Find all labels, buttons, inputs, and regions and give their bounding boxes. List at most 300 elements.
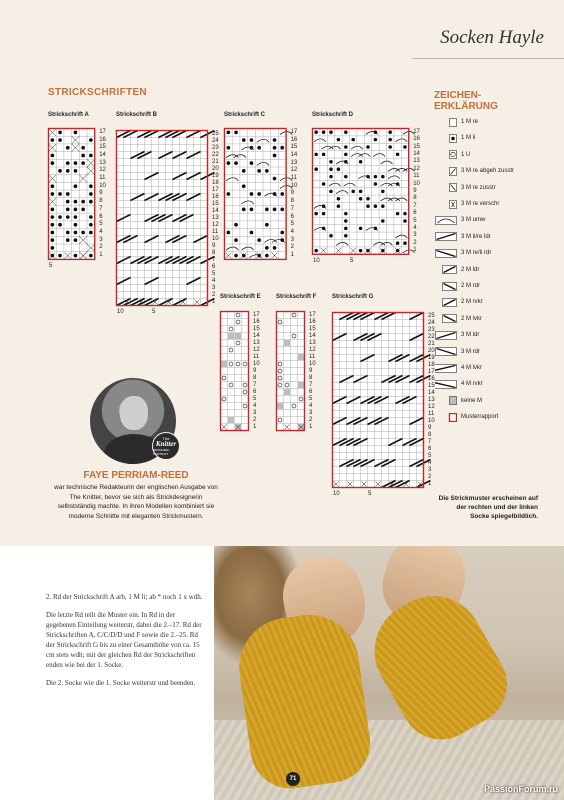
purl-dot-icon — [51, 161, 55, 165]
purl-dot-icon — [396, 182, 400, 186]
row-number: 6 — [290, 213, 294, 220]
section-title: STRICKSCHRIFTEN — [48, 87, 147, 98]
legend-item-label: 3 M re abgeh zusstr — [461, 168, 515, 175]
row-number: 2 — [253, 416, 257, 423]
purl-dot-icon — [344, 130, 348, 134]
row-number: 7 — [413, 202, 417, 209]
row-number: 16 — [413, 136, 420, 143]
purl-dot-icon — [81, 200, 85, 204]
arrow-decrease-icon — [435, 167, 457, 176]
purl-dot-icon — [234, 131, 238, 135]
twisted-icon — [435, 200, 457, 209]
right-cable-4-icon — [435, 380, 457, 389]
title-rule — [412, 58, 564, 59]
row-number: 12 — [309, 346, 316, 353]
row-number: 5 — [99, 221, 103, 228]
chart-d-label: Strickschrift D — [312, 112, 354, 118]
socks-photo — [214, 546, 564, 800]
legend-item — [435, 395, 482, 407]
wrap-icon — [435, 216, 457, 225]
row-number: 6 — [99, 213, 103, 220]
col-number: 5 — [152, 309, 156, 315]
purl-dot-icon — [351, 190, 355, 194]
purl-dot-icon — [51, 246, 55, 250]
purl-dot-icon — [81, 146, 85, 150]
purl-dot-icon — [344, 175, 348, 179]
row-number: 6 — [428, 445, 432, 452]
row-number: 20 — [212, 165, 219, 172]
row-number: 25 — [428, 312, 435, 319]
row-number: 12 — [428, 403, 435, 410]
purl-dot-icon — [359, 190, 363, 194]
row-number: 13 — [413, 158, 420, 165]
purl-dot-icon — [359, 249, 363, 253]
legend-item — [435, 214, 485, 226]
row-number: 7 — [290, 205, 294, 212]
legend-title-line2: ERKLÄRUNG — [434, 101, 498, 112]
row-number: 24 — [212, 137, 219, 144]
purl-dot-icon — [314, 130, 318, 134]
row-number: 5 — [212, 270, 216, 277]
purl-dot-icon — [381, 175, 385, 179]
purl-dot-icon — [250, 146, 254, 150]
row-number: 6 — [309, 388, 313, 395]
purl-dot-icon — [280, 238, 284, 242]
row-number: 10 — [290, 182, 298, 189]
row-number: 8 — [309, 374, 313, 381]
purl-dot-icon — [314, 212, 318, 216]
row-number: 24 — [428, 319, 435, 326]
designer-bio: war technische Redakteurin der englischen Ausgabe von The Knitter, bevor sie sich als Strickdesignerin selbstständig machte. In ihren Modellen kombiniert sie moderne Schnitte mit eleganten Strickmustern. — [54, 484, 218, 520]
purl-dot-icon — [344, 145, 348, 149]
legend-item-label: 3 M re/li rdr — [461, 250, 492, 257]
row-number: 15 — [99, 144, 106, 151]
row-number: 9 — [290, 190, 294, 197]
row-number: 2 — [428, 473, 432, 480]
row-number: 12 — [290, 167, 298, 174]
purl-dot-icon — [337, 204, 341, 208]
row-number: 4 — [290, 228, 294, 235]
row-number: 9 — [309, 367, 313, 374]
purl-dot-icon — [242, 184, 246, 188]
purl-dot-icon — [257, 146, 261, 150]
legend-item-label: 3 M re zusstr — [461, 184, 496, 191]
row-number: 2 — [309, 416, 313, 423]
purl-dot-icon — [337, 197, 341, 201]
purl-dot-icon — [74, 223, 78, 227]
purl-dot-icon — [388, 130, 392, 134]
row-number: 16 — [212, 193, 219, 200]
purl-dot-icon — [403, 241, 407, 245]
row-number: 22 — [428, 333, 435, 340]
purl-dot-icon — [51, 184, 55, 188]
row-number: 6 — [253, 388, 257, 395]
row-number: 2 — [99, 244, 103, 251]
purl-dot-icon — [74, 161, 78, 165]
row-number: 19 — [212, 172, 219, 179]
chart-f-label: Strickschrift F — [276, 294, 317, 300]
empty-square-icon — [435, 118, 457, 127]
legend-item-label: 3 M li/re ldr — [461, 233, 491, 240]
purl-dot-icon — [51, 238, 55, 242]
left-cable-4-icon — [435, 364, 457, 373]
purl-dot-icon — [314, 153, 318, 157]
row-number: 3 — [212, 284, 216, 291]
purl-dot-icon — [329, 160, 333, 164]
row-number: 16 — [253, 318, 260, 325]
purl-dot-icon — [329, 130, 333, 134]
row-number: 8 — [253, 374, 257, 381]
purl-dot-icon — [66, 215, 70, 219]
row-number: 1 — [309, 423, 313, 430]
legend-item — [435, 182, 496, 194]
legend-item — [435, 198, 499, 210]
row-number: 16 — [99, 136, 106, 143]
purl-dot-icon — [273, 154, 277, 158]
chart-b-label: Strickschrift B — [116, 112, 158, 118]
row-number: 3 — [290, 236, 294, 243]
row-number: 4 — [413, 224, 417, 231]
row-number: 3 — [99, 236, 103, 243]
row-number: 17 — [309, 311, 316, 318]
dot-square-icon — [435, 134, 457, 143]
purl-dot-icon — [227, 146, 231, 150]
purl-dot-icon — [396, 212, 400, 216]
col-number: 5 — [350, 257, 354, 264]
row-number: 18 — [212, 179, 219, 186]
purl-dot-icon — [273, 138, 277, 142]
chart-a-label: Strickschrift A — [48, 112, 89, 118]
row-number: 8 — [290, 198, 294, 205]
badge-main: Knitter — [155, 440, 177, 448]
row-number: 23 — [428, 326, 435, 333]
purl-dot-icon — [74, 208, 78, 212]
col-number: 10 — [117, 309, 124, 315]
purl-dot-icon — [257, 169, 261, 173]
left-cross-icon — [435, 232, 457, 241]
purl-dot-icon — [81, 208, 85, 212]
page-title: Socken Hayle — [440, 27, 544, 48]
row-number: 13 — [290, 159, 298, 166]
purl-dot-icon — [242, 208, 246, 212]
row-number: 13 — [212, 214, 219, 221]
purl-dot-icon — [89, 200, 93, 204]
legend-item — [435, 231, 491, 243]
legend-item — [435, 313, 482, 325]
repeat-frame-icon — [435, 413, 457, 422]
legend-item-label: 1 M re — [461, 119, 479, 125]
row-number: 5 — [290, 221, 294, 228]
purl-dot-icon — [388, 138, 392, 142]
designer-name: FAYE PERRIAM-REED — [83, 470, 189, 481]
row-number: 10 — [253, 360, 260, 367]
row-number: 12 — [413, 165, 420, 172]
row-number: 4 — [212, 277, 216, 284]
purl-dot-icon — [58, 169, 62, 173]
purl-dot-icon — [89, 138, 93, 142]
row-number: 9 — [428, 424, 432, 431]
row-number: 7 — [428, 438, 432, 445]
purl-dot-icon — [234, 161, 238, 165]
legend-item — [435, 149, 470, 161]
row-number: 22 — [212, 151, 219, 158]
purl-dot-icon — [74, 254, 78, 258]
purl-dot-icon — [234, 254, 238, 258]
purl-dot-icon — [81, 231, 85, 235]
chart-c-grid — [224, 128, 288, 261]
legend-item-label: 3 M re verschr — [461, 201, 500, 207]
row-number: 6 — [212, 263, 216, 270]
purl-dot-icon — [66, 146, 70, 150]
legend-item — [435, 247, 491, 259]
purl-dot-icon — [273, 177, 277, 181]
purl-dot-icon — [66, 238, 70, 242]
instructions-p1: 2. Rd der Strickschrift A arb, 1 M li; ab * noch 1 x wdh. — [46, 593, 203, 601]
row-number: 3 — [309, 409, 313, 416]
legend-title — [434, 90, 498, 112]
purl-dot-icon — [337, 138, 341, 142]
row-number: 11 — [99, 175, 106, 182]
purl-dot-icon — [344, 160, 348, 164]
row-number: 16 — [309, 318, 316, 325]
row-number: 15 — [309, 325, 316, 332]
purl-dot-icon — [374, 130, 378, 134]
row-number: 1 — [99, 252, 103, 259]
purl-dot-icon — [58, 215, 62, 219]
legend-item-label: 3 M ldr — [461, 332, 480, 339]
legend-item-label: 1 U — [461, 151, 471, 158]
purl-dot-icon — [344, 227, 348, 231]
purl-dot-icon — [322, 153, 326, 157]
purl-dot-icon — [366, 175, 370, 179]
col-number: 5 — [368, 491, 372, 497]
row-number: 2 — [413, 239, 417, 246]
row-number: 7 — [212, 256, 216, 263]
purl-dot-icon — [227, 161, 231, 165]
no-stitch-icon — [435, 396, 457, 405]
legend-item-label: 3 M rdr — [461, 348, 481, 355]
legend-item — [435, 362, 482, 374]
row-number: 17 — [413, 128, 420, 135]
legend-item — [435, 411, 498, 423]
purl-dot-icon — [66, 231, 70, 235]
chart-a-grid — [48, 128, 96, 261]
purl-dot-icon — [227, 192, 231, 196]
purl-dot-icon — [374, 182, 378, 186]
row-number: 15 — [290, 144, 298, 151]
legend-item — [435, 378, 483, 390]
purl-dot-icon — [403, 212, 407, 216]
row-number: 8 — [428, 431, 432, 438]
knitter-badge — [152, 432, 180, 460]
row-number: 9 — [413, 187, 417, 194]
row-number: 17 — [428, 368, 435, 375]
row-number: 5 — [253, 395, 257, 402]
purl-dot-icon — [242, 138, 246, 142]
purl-dot-icon — [234, 223, 238, 227]
purl-dot-icon — [359, 227, 363, 231]
purl-dot-icon — [314, 167, 318, 171]
purl-dot-icon — [74, 231, 78, 235]
row-number: 14 — [212, 207, 219, 214]
row-number: 16 — [428, 375, 435, 382]
legend-item — [435, 132, 475, 144]
purl-dot-icon — [257, 238, 261, 242]
purl-dot-icon — [351, 138, 355, 142]
purl-dot-icon — [89, 184, 93, 188]
row-number: 11 — [212, 228, 219, 235]
purl-dot-icon — [322, 227, 326, 231]
badge-top: The — [162, 436, 170, 441]
purl-dot-icon — [250, 192, 254, 196]
purl-dot-icon — [322, 130, 326, 134]
legend-title-line1: ZEICHEN- — [434, 90, 482, 101]
mirror-note: Die Strickmuster erscheinen auf der rechten und der linken Socke spiegelbildlich. — [438, 495, 538, 520]
row-number: 20 — [428, 347, 435, 354]
purl-dot-icon — [381, 204, 385, 208]
row-number: 13 — [253, 339, 260, 346]
row-number: 7 — [99, 205, 103, 212]
row-number: 9 — [253, 367, 257, 374]
purl-dot-icon — [329, 190, 333, 194]
purl-dot-icon — [359, 197, 363, 201]
purl-dot-icon — [273, 192, 277, 196]
right-decrease-icon — [435, 183, 457, 192]
row-number: 11 — [309, 353, 316, 360]
row-number: 11 — [253, 353, 260, 360]
row-number: 4 — [428, 459, 432, 466]
legend-item-label: 3 M umw — [461, 217, 486, 224]
legend-item-label: Musterrapport — [461, 414, 499, 421]
purl-dot-icon — [250, 138, 254, 142]
legend-item — [435, 116, 478, 128]
portrait-face — [120, 396, 148, 430]
purl-dot-icon — [74, 169, 78, 173]
row-number: 17 — [290, 128, 298, 135]
purl-dot-icon — [374, 138, 378, 142]
purl-dot-icon — [257, 192, 261, 196]
right-cross-2-icon — [435, 282, 457, 291]
purl-dot-icon — [265, 208, 269, 212]
purl-dot-icon — [265, 246, 269, 250]
purl-dot-icon — [74, 200, 78, 204]
row-number: 13 — [428, 396, 435, 403]
purl-dot-icon — [89, 254, 93, 258]
purl-dot-icon — [265, 169, 269, 173]
purl-dot-icon — [280, 231, 284, 235]
purl-dot-icon — [89, 192, 93, 196]
row-number: 4 — [99, 228, 103, 235]
purl-dot-icon — [280, 146, 284, 150]
purl-dot-icon — [66, 161, 70, 165]
purl-dot-icon — [344, 234, 348, 238]
row-number: 19 — [428, 354, 435, 361]
chart-g-grid — [332, 312, 425, 489]
purl-dot-icon — [66, 192, 70, 196]
chart-e-grid — [220, 311, 250, 432]
watermark: PassionForum.ru — [483, 784, 558, 794]
purl-dot-icon — [51, 215, 55, 219]
purl-dot-icon — [89, 223, 93, 227]
chart-b-grid — [116, 130, 209, 307]
right-cable-2-icon — [435, 298, 457, 307]
row-number: 12 — [212, 221, 219, 228]
chart-e-label: Strickschrift E — [220, 294, 261, 300]
purl-dot-icon — [51, 154, 55, 158]
row-number: 11 — [290, 175, 297, 182]
row-number: 1 — [413, 247, 417, 254]
row-number: 16 — [290, 136, 298, 143]
row-number: 10 — [212, 235, 219, 242]
legend-item — [435, 165, 514, 177]
purl-dot-icon — [234, 238, 238, 242]
instructions-p3: Die 2. Socke wie die 1. Socke weiterstr und beenden. — [46, 679, 196, 687]
legend-item — [435, 296, 483, 308]
chart-g-label: Strickschrift G — [332, 294, 374, 300]
legend-item-label: 4 M rvkr — [461, 381, 483, 388]
row-number: 21 — [212, 158, 219, 165]
purl-dot-icon — [51, 138, 55, 142]
row-number: 14 — [428, 389, 435, 396]
instructions-text — [46, 592, 206, 696]
row-number: 18 — [428, 361, 435, 368]
row-number: 14 — [290, 151, 298, 158]
purl-dot-icon — [74, 131, 78, 135]
row-number: 3 — [253, 409, 257, 416]
row-number: 10 — [99, 182, 106, 189]
purl-dot-icon — [51, 192, 55, 196]
purl-dot-icon — [329, 234, 333, 238]
purl-dot-icon — [344, 212, 348, 216]
purl-dot-icon — [403, 145, 407, 149]
purl-dot-icon — [58, 131, 62, 135]
purl-dot-icon — [359, 160, 363, 164]
row-number: 17 — [99, 128, 106, 135]
row-number: 17 — [212, 186, 219, 193]
row-number: 15 — [212, 200, 219, 207]
left-cross-2-icon — [435, 265, 457, 274]
row-number: 12 — [99, 167, 106, 174]
purl-dot-icon — [51, 208, 55, 212]
row-number: 6 — [413, 210, 417, 217]
purl-dot-icon — [396, 241, 400, 245]
row-number: 4 — [309, 402, 313, 409]
purl-dot-icon — [273, 146, 277, 150]
purl-dot-icon — [329, 167, 333, 171]
row-number: 3 — [428, 466, 432, 473]
purl-dot-icon — [374, 175, 378, 179]
purl-dot-icon — [89, 154, 93, 158]
purl-dot-icon — [58, 192, 62, 196]
purl-dot-icon — [242, 169, 246, 173]
purl-dot-icon — [89, 231, 93, 235]
photo-sock-front — [233, 608, 375, 793]
purl-dot-icon — [58, 223, 62, 227]
row-number: 13 — [99, 159, 106, 166]
purl-dot-icon — [322, 182, 326, 186]
row-number: 1 — [428, 480, 432, 487]
row-number: 10 — [428, 417, 435, 424]
row-number: 9 — [212, 242, 216, 249]
purl-dot-icon — [273, 246, 277, 250]
row-number: 5 — [309, 395, 313, 402]
col-number: 10 — [313, 257, 320, 264]
row-number: 1 — [253, 423, 257, 430]
row-number: 5 — [428, 452, 432, 459]
purl-dot-icon — [366, 197, 370, 201]
purl-dot-icon — [329, 175, 333, 179]
purl-dot-icon — [374, 204, 378, 208]
